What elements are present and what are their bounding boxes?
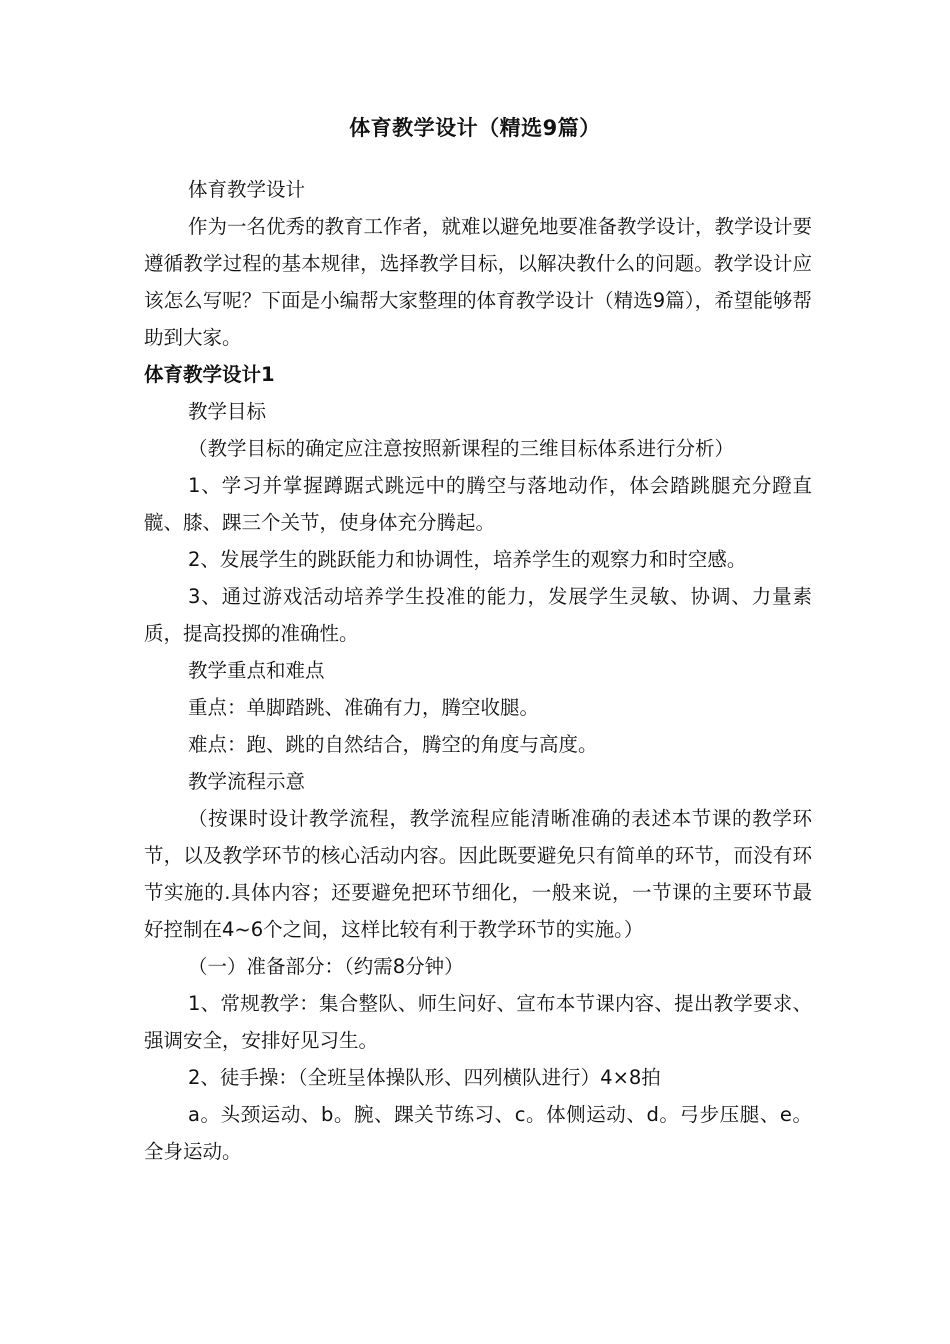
document-title: 体育教学设计（精选9篇） xyxy=(349,116,601,140)
paragraph: 作为一名优秀的教育工作者，就难以避免地要准备教学设计，教学设计要遵循教学过程的基本规律，选择教学目标，以解决教什么的问题。教学设计应该怎么写呢？下面是小编帮大家整理的体育教学设计（精选9篇），希望能够帮助到大家。 xyxy=(144,215,813,349)
document-body xyxy=(144,171,812,1170)
paragraph: 难点：跑、跳的自然结合，腾空的角度与高度。 xyxy=(188,733,598,756)
paragraph: （按课时设计教学流程，教学流程应能清晰准确的表述本节课的教学环节，以及教学环节的核心活动内容。因此既要避免只有简单的环节，而没有环节实施的.具体内容；还要避免把环节细化，一般来说，一节课的主要环节最好控制在4~6个之间，这样比较有利于教学环节的实施。） xyxy=(144,807,812,941)
paragraph: 3、通过游戏活动培养学生投准的能力，发展学生灵敏、协调、力量素质，提高投掷的准确性。 xyxy=(144,585,812,645)
paragraph: 1、学习并掌握蹲踞式跳远中的腾空与落地动作，体会踏跳腿充分蹬直髋、膝、踝三个关节，使身体充分腾起。 xyxy=(144,474,812,534)
paragraph: （一）准备部分：（约需8分钟） xyxy=(188,955,464,978)
paragraph: 教学流程示意 xyxy=(188,770,306,793)
paragraph: 2、发展学生的跳跃能力和协调性，培养学生的观察力和时空感。 xyxy=(188,548,747,571)
paragraph: 2、徒手操：（全班呈体操队形、四列横队进行）4×8拍 xyxy=(188,1066,661,1089)
paragraph: 教学目标 xyxy=(188,400,267,423)
paragraph: 重点：单脚踏跳、准确有力，腾空收腿。 xyxy=(188,696,540,719)
paragraph: 1、常规教学：集合整队、师生问好、宣布本节课内容、提出教学要求、强调安全，安排好见习生。 xyxy=(144,992,812,1052)
paragraph: 教学重点和难点 xyxy=(188,659,325,682)
paragraph: a。头颈运动、b。腕、踝关节练习、c。体侧运动、d。弓步压腿、e。全身运动。 xyxy=(144,1103,812,1163)
paragraph: （教学目标的确定应注意按照新课程的三维目标体系进行分析） xyxy=(188,437,735,460)
paragraph: 体育教学设计 xyxy=(188,178,306,201)
section-heading: 体育教学设计1 xyxy=(144,363,275,386)
